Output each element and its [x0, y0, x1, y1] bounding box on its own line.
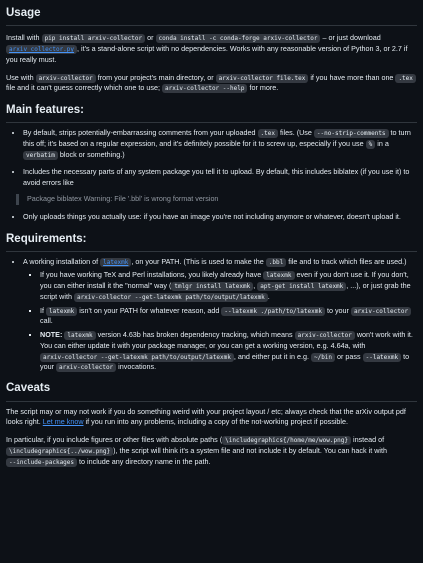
caveats-heading: Caveats	[6, 380, 417, 401]
requirements-list	[6, 257, 417, 373]
list-item: • A working installation of latexmk , on your PATH. (This is used to make the .bbl file and to track which files are used.) ▪ If you have working TeX and Perl installations, you likely already have latexmk even if you don't use it. If you don't, you can either install it the "normal" way ( tmlgr install latexmk , apt-get install latexmk , ...), or just grab the script with arxiv-collector --get-latexmk path/to/output/latexmk . ▪ If latexmk isn't on your PATH for whatever reason, add --latexmk ./path/to/latexmk to your arxiv-collector call. ▪ NOTE: latexmk version 4.63b has broken dependency tracking, which means arxiv-collector won't work with it. You can either update it with your package manager, or you can get a working version, e.g. 4.64a, with arxiv-collector --get-latexmk path/to/output/latexmk , and either put it in e.g. ~/bin or pass --latexmk to your arxiv-collector invocations.	[23, 257, 417, 373]
requirements-section	[6, 231, 417, 373]
latexmk-link[interactable]: latexmk	[100, 257, 131, 266]
main-features-heading: Main features:	[6, 102, 417, 123]
usage-section	[6, 0, 417, 94]
list-item: • Includes the necessary parts of any system package you tell it to upload. By default, this includes biblatex (if you use it) to avoid errors like	[23, 167, 417, 189]
arxiv-collector-file-code: arxiv-collector file.tex	[216, 74, 309, 83]
arxiv-collector-code: arxiv-collector	[36, 74, 96, 83]
pip-install-code: pip install arxiv-collector	[42, 34, 146, 43]
blockquote: Package biblatex Warning: File '.bbl' is wrong format version	[16, 194, 417, 205]
list-item: • By default, strips potentially-embarrassing comments from your uploaded .tex files. (Use --no-strip-comments to turn this off; it's based on a regular expression, and it's definitely possible for it to screw up, especially if you use % in a verbatim block or something.)	[23, 128, 417, 160]
usage-run-paragraph: Use with arxiv-collector from your project's main directory, or arxiv-collector file.tex if you have more than one .tex file and it can't guess correctly which one to use; arxiv-collector --help for more.	[6, 73, 417, 95]
tex-ext-code: .tex	[395, 74, 415, 83]
requirements-heading: Requirements:	[6, 231, 417, 252]
features-list	[6, 128, 417, 188]
list-item: • Only uploads things you actually use: if you have an image you're not including anymore or whatever, doesn't upload it.	[23, 212, 417, 223]
conda-install-code: conda install -c conda-forge arxiv-collector	[156, 34, 321, 43]
help-flag-code: arxiv-collector --help	[162, 84, 247, 93]
list-item: ▪ If latexmk isn't on your PATH for whatever reason, add --latexmk ./path/to/latexmk to your arxiv-collector call.	[40, 306, 417, 328]
list-item: ▪ If you have working TeX and Perl installations, you likely already have latexmk even if you don't use it. If you don't, you can either install it the "normal" way ( tmlgr install latexmk , apt-get install latexmk , ...), or just grab the script with arxiv-collector --get-latexmk path/to/output/latexmk .	[40, 270, 417, 302]
requirements-sublist	[23, 270, 417, 373]
usage-install-paragraph: Install with pip install arxiv-collector or conda install -c conda-forge arxiv-collector – or just download arxiv_collector.py , it's a stand-alone script with no dependencies. Works with any reasonable version of Python 3, or 2.7 if you really must.	[6, 33, 408, 64]
main-features-section	[6, 102, 417, 223]
let-me-know-link[interactable]: Let me know	[42, 417, 84, 427]
caveats-paragraph-2: In particular, if you include figures or other files with absolute paths ( \includegraphics{/home/me/wow.png} instead of \includegraphics{../wow.png} ), the script will think it's a system file and not include it by default. You can hack it with --include-packages to include any directory name in the path.	[6, 435, 387, 466]
caveats-section	[6, 380, 417, 467]
caveats-paragraph-1: The script may or may not work if you do something weird with your project layout / etc; always check that the arXiv output pdf looks right. Let me know if you run into any problems, including a copy of the not-working project if possible.	[6, 406, 406, 427]
features-list-continued	[6, 212, 417, 223]
list-item: ▪ NOTE: latexmk version 4.63b has broken dependency tracking, which means arxiv-collector won't work with it. You can either update it with your package manager, or you can get a working version, e.g. 4.64a, with arxiv-collector --get-latexmk path/to/output/latexmk , and either put it in e.g. ~/bin or pass --latexmk to your arxiv-collector invocations.	[40, 330, 417, 373]
usage-heading: Usage	[6, 0, 417, 26]
arxiv-collector-py-link[interactable]: arxiv_collector.py	[6, 44, 77, 53]
